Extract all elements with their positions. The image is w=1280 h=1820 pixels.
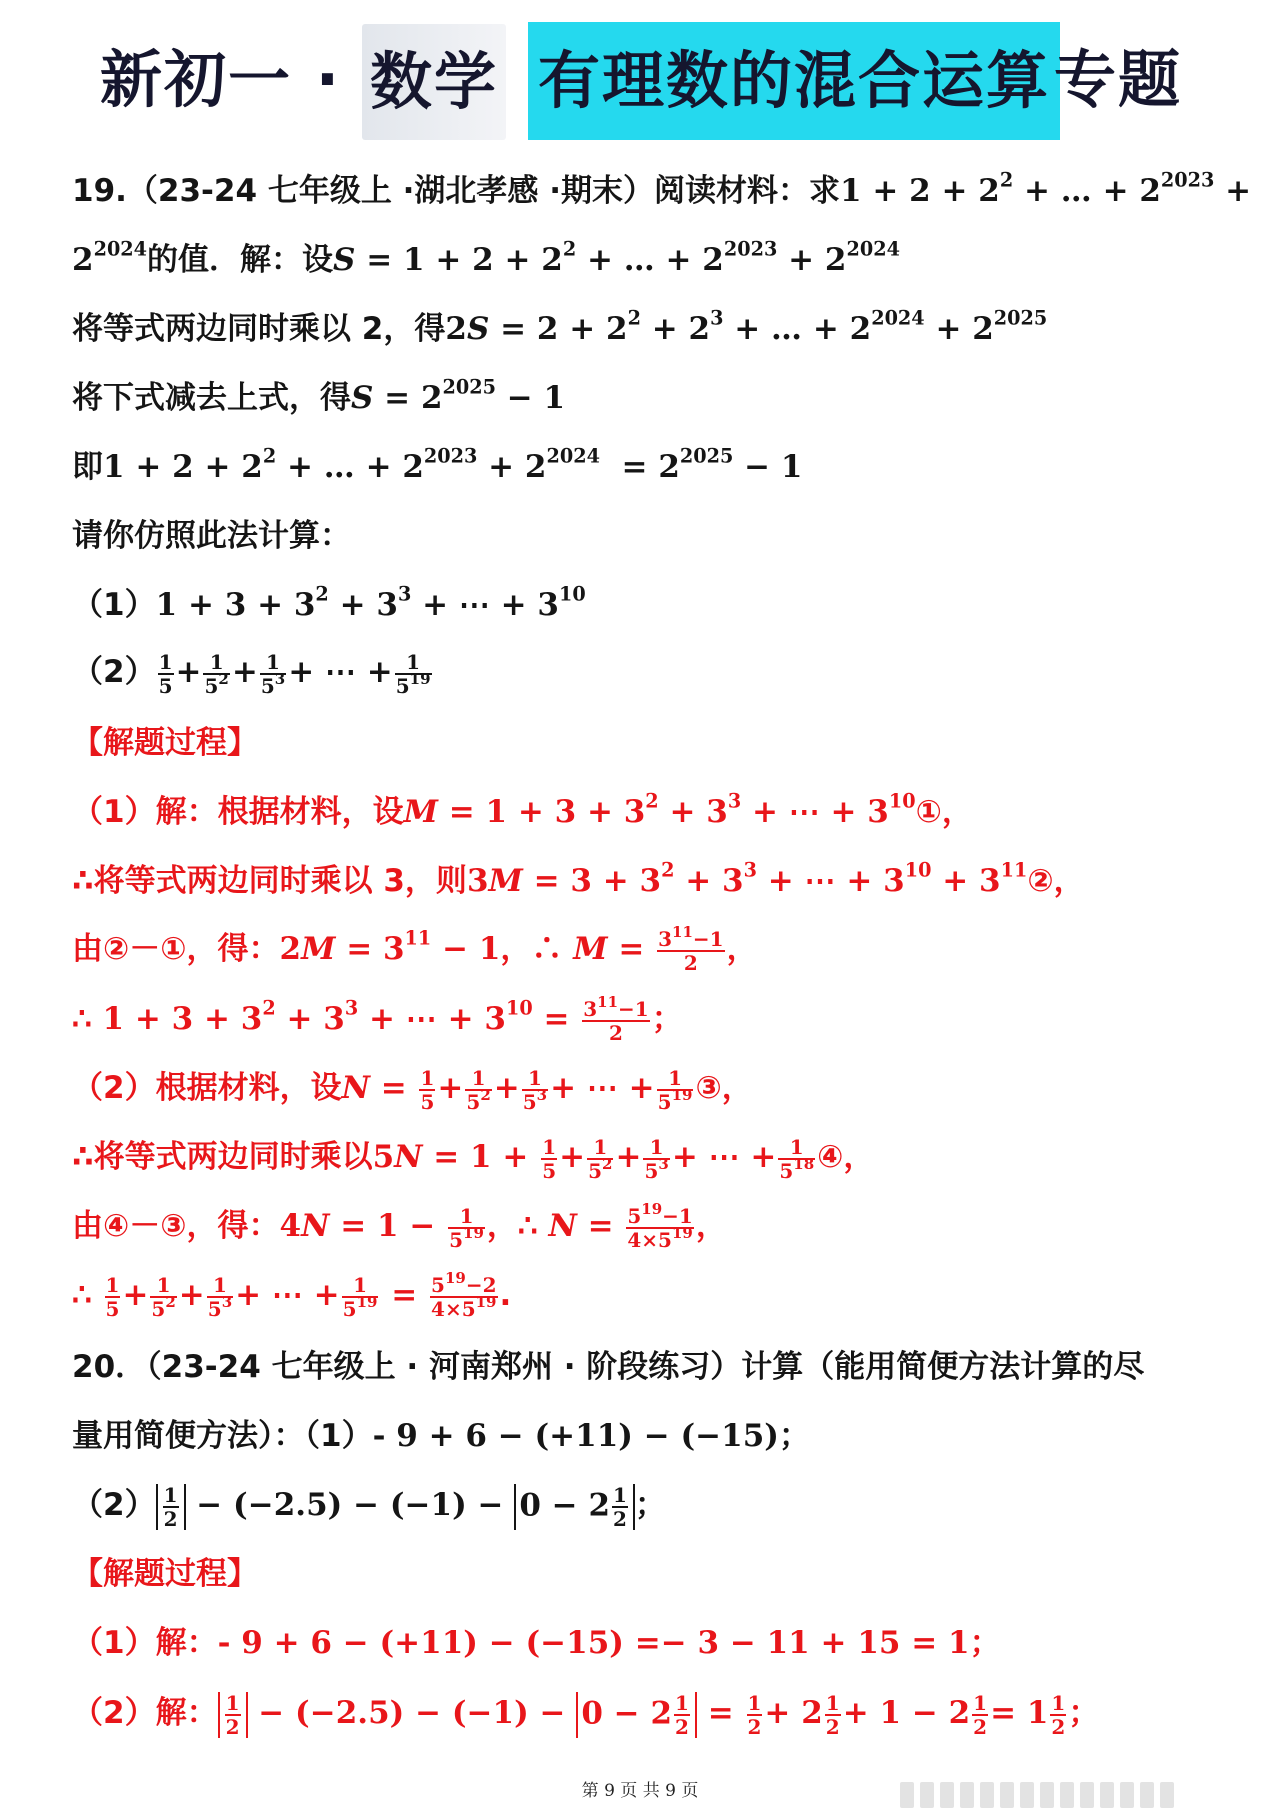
sol20-heading: 【解题过程】 [72,1556,258,1592]
sol20-expr1: - 9 + 6 − (+11) − (−15) =− 3 − 11 + 15 = 1； [217,1625,1001,1661]
sol19-heading: 【解题过程】 [72,725,258,761]
watermark-bars [900,1782,1260,1812]
q20-line2 [72,1413,810,1459]
header-subject: 数学 [362,24,506,140]
q20-line2-text: 量用简便方法）：（1） [72,1418,373,1454]
q19-sub2: （2） $\frac{1}{5}$ + $\frac{1}{5^2}$ + $\frac{1}{5^3}$ + ⋯ + $\frac{1}{5^{19}}$ [72,649,431,698]
q20-expr1: - 9 + 6 − (+11) − (−15)； [372,1418,810,1454]
circle-1: ① [915,794,942,830]
sol19-line8: ∴ $\frac{1}{5}$ + $\frac{1}{5^2}$ + $\frac{1}{5^3}$ + ⋯ + $\frac{1}{5^{19}}$ = $\frac{5^{19}-2}{4\times 5^{19}}$ . [72,1268,512,1321]
q19-sub1-label: （1） [72,587,156,623]
q19-line1: 19.（23-24 七年级上 ·湖北孝感 ·期末）阅读材料：求$1 + 2 + 2^2$ + … + $2^{2023}$ + [72,168,1252,209]
q19-line3-text: 将等式两边同时乘以 2，得 [72,311,446,347]
q19-line5-text: 即 [72,449,103,485]
header-topic: 有理数的混合运算 [528,22,1060,140]
sol19-l3-label: 由②－①，得： [72,931,280,967]
sol19-l1-label: （1）解：根据材料，设 [72,794,404,830]
page-footer: 第 9 页 共 9 页 [581,1781,699,1801]
page-header [0,18,1280,143]
sol20-l1-label: （1）解： [72,1625,218,1661]
q19-line3: 将等式两边同时乘以 2，得$2S = 2 + 2^2 + 2^3$ + … + $2^{2024} + 2^{2025}$ [72,306,1048,347]
sol20-line1 [72,1620,1001,1666]
sol20-l2-label: （2）解： [72,1695,218,1731]
q19-line6-text: 请你仿照此法计算： [72,518,351,554]
sol20-line2: （2）解： $\frac{1}{2}$ − (−2.5) − (−1) − 0 − 2 $\frac{1}{2}$ = $\frac{1}{2}$ + 2 $\frac{1}{2}$ + 1 − 2 $\frac{1}{2}$ = 1 $\frac{1}{2}$ ； [72,1690,1100,1739]
q20-sub2: （2） $\frac{1}{2}$ − (−2.5) − (−1) − 0 − 2 $\frac{1}{2}$ ； [72,1482,666,1531]
q19-line2-text: 的值．解：设 [147,242,334,278]
q19-title: 19.（23-24 七年级上 ·湖北孝感 ·期末）阅读材料：求 [72,173,840,209]
q20-sub2-label: （2） [72,1487,156,1523]
sol19-l6-label: ∴将等式两边同时乘以 [72,1139,373,1175]
q19-line4: 将下式减去上式，得$S = 2^{2025} - 1$ [72,375,566,416]
circle-2: ② [1027,863,1054,899]
sol19-line7: 由④－③，得：4N = 1 − $\frac{1}{5^{19}}$ ，∴ N = $\frac{5^{19}-1}{4\times 5^{19}}$ ， [72,1199,727,1252]
q19-line2: $2^{2024}$的值．解：设$S = 1 + 2 + 2^2$ + … + $2^{2023} + 2^{2024}$ [72,237,900,278]
sol19-line3: 由②－①，得：$2M = 3^{11} - 1$，∴ M = $\frac{3^{11}-1}{2}$ ， [72,922,758,975]
circle-4: ④ [817,1139,844,1175]
q19-sub2-label: （2） [72,654,156,690]
sol19-line6: ∴将等式两边同时乘以5N = 1 + $\frac{1}{5}$ + $\frac{1}{5^2}$ + $\frac{1}{5^3}$ + ⋯ + $\frac{1}{5^{18}}$ ④， [72,1134,875,1183]
sol19-line4: ∴ $1 + 3 + 3^2 + 3^3$ + ⋯ + $3^{10}$ = $\frac{3^{11}-1}{2}$ ； [72,992,683,1045]
q19-line4-text: 将下式减去上式，得 [72,380,351,416]
sol19-l5-label: （2）根据材料，设 [72,1070,342,1106]
circle-3: ③ [695,1070,722,1106]
q20-line1: 20．（23-24 七年级上 · 河南郑州 · 阶段练习）计算（能用简便方法计算的尽 [72,1349,1145,1385]
q19-line5: 即$1 + 2 + 2^2$ + … + $2^{2023} + 2^{2024} = 2^{2025} - 1$ [72,444,803,485]
sol19-line1: （1）解：根据材料，设$M = 1 + 3 + 3^2 + 3^3$ + ⋯ + $3^{10}①$， [72,789,973,830]
sol19-l2-label: ∴将等式两边同时乘以 3，则 [72,863,467,899]
q19-line6 [72,513,351,559]
sol19-line2: ∴将等式两边同时乘以 3，则$3M = 3 + 3^2 + 3^3$ + ⋯ + $3^{10}$ + $3^{11}②$， [72,858,1085,899]
header-grade: 新初一 · [100,43,342,116]
header-suffix: 专题 [1054,43,1183,116]
q19-sub1: $(1)1 + 3 + 3^2 + 3^3$ + ⋯ + $3^{10}$ [72,582,586,623]
sol19-line5: （2）根据材料，设N = $\frac{1}{5}$ + $\frac{1}{5^2}$ + $\frac{1}{5^3}$ + ⋯ + $\frac{1}{5^{19}}$ ③， [72,1065,753,1114]
sol19-l7-label: 由④－③，得： [72,1208,280,1244]
